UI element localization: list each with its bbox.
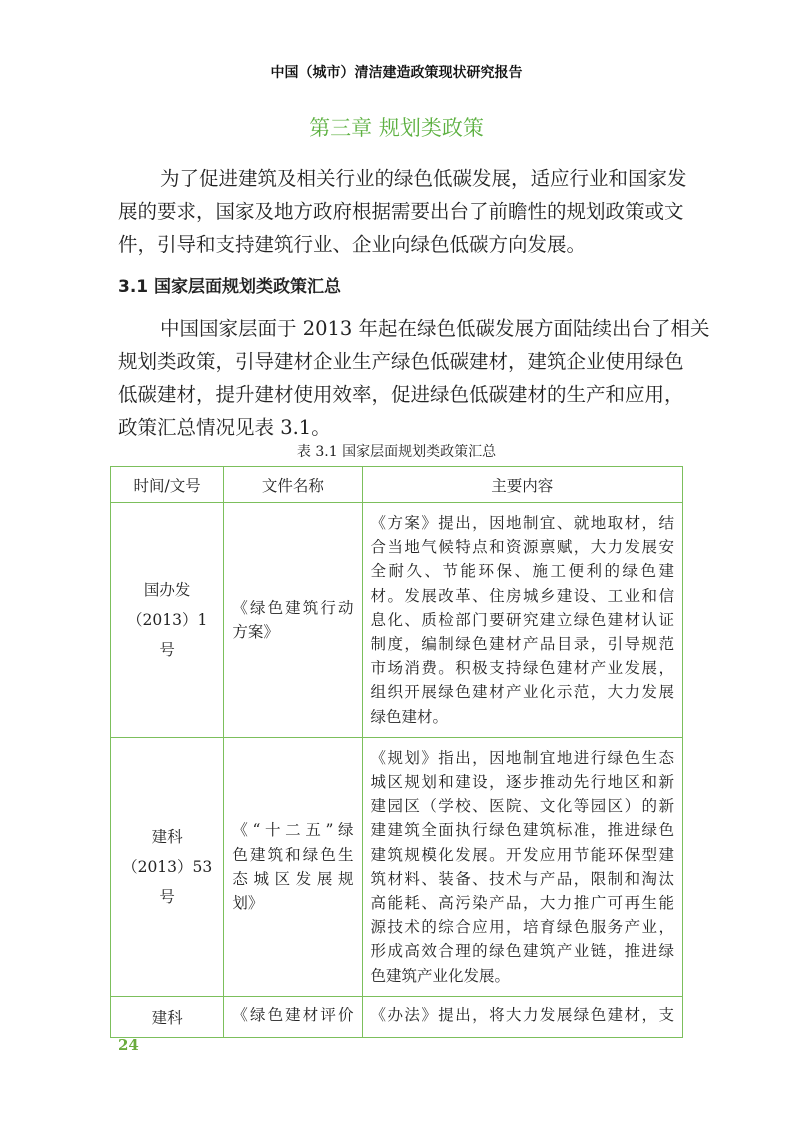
paragraph-line: 为了促进建筑及相关行业的绿色低碳发展，适应行业和国家发	[160, 167, 687, 190]
table-caption: 表 3.1 国家层面规划类政策汇总	[296, 444, 497, 460]
content-line: 建筑规模化发展。开发应用节能环保型建	[370, 845, 674, 864]
content-line: 形成高效合理的绿色建筑产业链，推进绿	[370, 942, 674, 961]
content-line: 市场消费。积极支持绿色建材产业发展，	[370, 659, 674, 678]
content-line: 组织开展绿色建材产业化示范，大力发展	[370, 683, 674, 702]
document-name-line: 划》	[232, 894, 264, 913]
running-header: 中国（城市）清洁建造政策现状研究报告	[270, 65, 523, 81]
document-name-line: 态城区发展规	[232, 869, 354, 888]
content-cell	[362, 737, 682, 996]
content-line: 筑材料、装备、技术与产品，限制和淘汰	[370, 869, 674, 888]
document-name-cell	[224, 737, 362, 996]
document-name-line: 色建筑和绿色生	[232, 845, 354, 864]
content-line: 《方案》提出，因地制宜、就地取材，结	[370, 514, 674, 532]
paragraph-line: 展的要求，国家及地方政府根据需要出台了前瞻性的规划政策或文	[118, 200, 684, 223]
section-heading: 3.1 国家层面规划类政策汇总	[118, 277, 342, 297]
document-number-cell	[111, 503, 224, 738]
document-number-line: 号	[159, 887, 175, 906]
document-number-line: （2013）1 号	[127, 610, 208, 659]
document-number-line: 建科	[151, 827, 183, 846]
content-line: 色建筑产业化发展。	[370, 966, 511, 985]
content-line: 源技术的综合应用，培育绿色服务产业，	[370, 918, 674, 937]
content-line: 建园区（学校、医院、文化等园区）的新	[370, 797, 674, 816]
content-line: 城区规划和建设，逐步推动先行地区和新	[370, 773, 674, 792]
document-number-line: 国办发	[143, 580, 191, 599]
document-number-cell	[111, 737, 224, 996]
column-header-name: 文件名称	[224, 467, 362, 503]
table-row	[111, 737, 683, 996]
policy-table	[110, 466, 683, 1038]
document-name-line: 《“十二五”绿	[232, 821, 354, 840]
content-line: 全耐久、节能环保、施工便利的绿色建	[370, 562, 674, 581]
content-line: 绿色建材。	[370, 707, 449, 726]
paragraph-line: 中国国家层面于 2013 年起在绿色低碳发展方面陆续出台了相关	[160, 317, 710, 340]
intro-paragraph	[118, 162, 687, 261]
column-header-content: 主要内容	[362, 467, 682, 503]
page-number: 24	[118, 1036, 139, 1054]
paragraph-line: 政策汇总情况见表 3.1。	[118, 416, 331, 439]
content-line: 制度，编制绿色建材产品目录，引导规范	[370, 635, 674, 654]
document-name-line: 《绿色建材评价	[232, 1005, 354, 1024]
column-header-number: 时间/文号	[111, 467, 224, 503]
document-name-cell	[224, 996, 362, 1037]
content-cell	[362, 503, 682, 738]
content-line: 《规划》指出，因地制宜地进行绿色生态	[370, 748, 674, 767]
content-line: 息化、质检部门要研究建立绿色建材认证	[370, 610, 674, 629]
content-line: 材。发展改革、住房城乡建设、工业和信	[370, 586, 674, 605]
paragraph-line: 规划类政策，引导建材企业生产绿色低碳建材，建筑企业使用绿色	[118, 350, 684, 373]
table-row	[111, 996, 683, 1037]
content-line: 建建筑全面执行绿色建筑标准，推进绿色	[370, 821, 674, 840]
content-line: 高能耗、高污染产品，大力推广可再生能	[370, 894, 674, 913]
content-line: 合当地气候特点和资源禀赋，大力发展安	[370, 538, 674, 557]
document-number-line: （2013）53	[122, 857, 213, 876]
paragraph-line: 件，引导和支持建筑行业、企业向绿色低碳方向发展。	[118, 233, 587, 256]
document-number-cell	[111, 996, 224, 1037]
table-header-row	[111, 467, 683, 503]
paragraph-line: 低碳建材，提升建材使用效率，促进绿色低碳建材的生产和应用，	[118, 383, 684, 406]
content-cell	[362, 996, 682, 1037]
section-paragraph	[118, 312, 710, 444]
content-line: 《办法》提出，将大力发展绿色建材，支	[370, 1005, 674, 1024]
document-name-line: 《绿色建筑行动	[232, 598, 354, 617]
table-row	[111, 503, 683, 738]
chapter-title: 第三章 规划类政策	[309, 116, 484, 140]
document-number-line: 建科	[151, 1008, 183, 1027]
document-name-cell	[224, 503, 362, 738]
document-name-line: 方案》	[232, 622, 279, 641]
